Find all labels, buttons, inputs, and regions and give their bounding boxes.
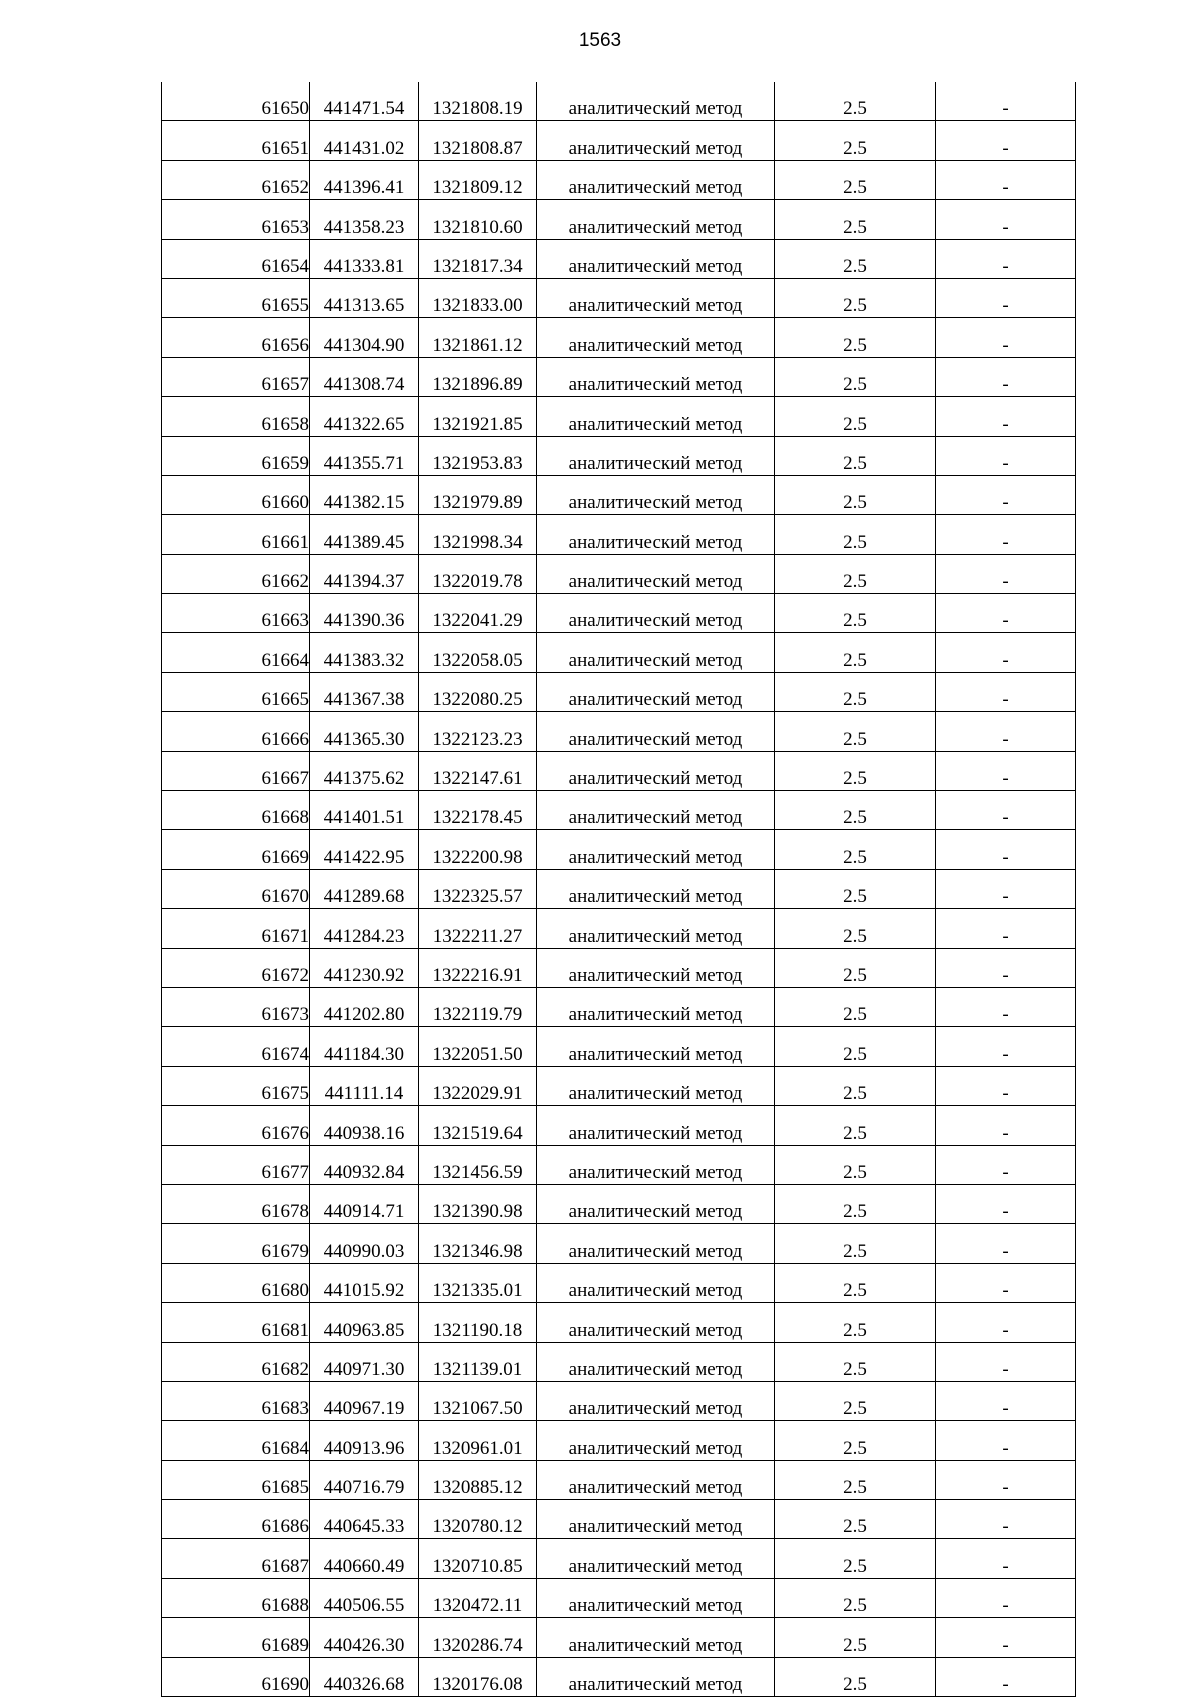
accuracy-cell: 2.5 bbox=[775, 357, 936, 396]
note-cell: - bbox=[936, 436, 1076, 475]
method-cell: аналитический метод bbox=[537, 712, 775, 751]
method-cell: аналитический метод bbox=[537, 1184, 775, 1223]
x-coordinate-cell: 441333.81 bbox=[310, 239, 419, 278]
table-row bbox=[162, 1066, 1076, 1105]
accuracy-cell: 2.5 bbox=[775, 1106, 936, 1145]
method-cell: аналитический метод bbox=[537, 830, 775, 869]
accuracy-cell: 2.5 bbox=[775, 200, 936, 239]
y-coordinate-cell: 1321808.87 bbox=[419, 121, 537, 160]
note-cell: - bbox=[936, 1303, 1076, 1342]
method-cell: аналитический метод bbox=[537, 515, 775, 554]
table-row bbox=[162, 1145, 1076, 1184]
table-row bbox=[162, 1184, 1076, 1223]
accuracy-cell: 2.5 bbox=[775, 633, 936, 672]
point-number-cell: 61678 bbox=[162, 1184, 310, 1223]
y-coordinate-cell: 1321833.00 bbox=[419, 278, 537, 317]
x-coordinate-cell: 441015.92 bbox=[310, 1263, 419, 1302]
x-coordinate-cell: 441401.51 bbox=[310, 791, 419, 830]
note-cell: - bbox=[936, 1184, 1076, 1223]
method-cell: аналитический метод bbox=[537, 357, 775, 396]
y-coordinate-cell: 1322211.27 bbox=[419, 909, 537, 948]
x-coordinate-cell: 440326.68 bbox=[310, 1657, 419, 1696]
accuracy-cell: 2.5 bbox=[775, 830, 936, 869]
accuracy-cell: 2.5 bbox=[775, 1460, 936, 1499]
method-cell: аналитический метод bbox=[537, 987, 775, 1026]
note-cell: - bbox=[936, 909, 1076, 948]
point-number-cell: 61682 bbox=[162, 1342, 310, 1381]
table-row bbox=[162, 1578, 1076, 1617]
table-row bbox=[162, 830, 1076, 869]
method-cell: аналитический метод bbox=[537, 554, 775, 593]
x-coordinate-cell: 441355.71 bbox=[310, 436, 419, 475]
method-cell: аналитический метод bbox=[537, 594, 775, 633]
x-coordinate-cell: 441289.68 bbox=[310, 869, 419, 908]
note-cell: - bbox=[936, 1027, 1076, 1066]
accuracy-cell: 2.5 bbox=[775, 318, 936, 357]
y-coordinate-cell: 1322123.23 bbox=[419, 712, 537, 751]
y-coordinate-cell: 1322041.29 bbox=[419, 594, 537, 633]
table-row bbox=[162, 200, 1076, 239]
accuracy-cell: 2.5 bbox=[775, 1027, 936, 1066]
method-cell: аналитический метод bbox=[537, 672, 775, 711]
note-cell: - bbox=[936, 948, 1076, 987]
note-cell: - bbox=[936, 712, 1076, 751]
y-coordinate-cell: 1322051.50 bbox=[419, 1027, 537, 1066]
accuracy-cell: 2.5 bbox=[775, 869, 936, 908]
y-coordinate-cell: 1321139.01 bbox=[419, 1342, 537, 1381]
point-number-cell: 61653 bbox=[162, 200, 310, 239]
table-row bbox=[162, 397, 1076, 436]
accuracy-cell: 2.5 bbox=[775, 672, 936, 711]
x-coordinate-cell: 441396.41 bbox=[310, 160, 419, 199]
accuracy-cell: 2.5 bbox=[775, 515, 936, 554]
accuracy-cell: 2.5 bbox=[775, 948, 936, 987]
x-coordinate-cell: 440990.03 bbox=[310, 1224, 419, 1263]
point-number-cell: 61658 bbox=[162, 397, 310, 436]
page-number: 1563 bbox=[578, 30, 622, 51]
table-row bbox=[162, 1657, 1076, 1696]
point-number-cell: 61651 bbox=[162, 121, 310, 160]
y-coordinate-cell: 1321808.19 bbox=[419, 82, 537, 121]
y-coordinate-cell: 1320472.11 bbox=[419, 1578, 537, 1617]
note-cell: - bbox=[936, 397, 1076, 436]
point-number-cell: 61659 bbox=[162, 436, 310, 475]
method-cell: аналитический метод bbox=[537, 200, 775, 239]
x-coordinate-cell: 441367.38 bbox=[310, 672, 419, 711]
table-row bbox=[162, 357, 1076, 396]
note-cell: - bbox=[936, 318, 1076, 357]
point-number-cell: 61661 bbox=[162, 515, 310, 554]
note-cell: - bbox=[936, 830, 1076, 869]
y-coordinate-cell: 1320286.74 bbox=[419, 1618, 537, 1657]
point-number-cell: 61686 bbox=[162, 1500, 310, 1539]
accuracy-cell: 2.5 bbox=[775, 1500, 936, 1539]
point-number-cell: 61673 bbox=[162, 987, 310, 1026]
accuracy-cell: 2.5 bbox=[775, 436, 936, 475]
point-number-cell: 61689 bbox=[162, 1618, 310, 1657]
note-cell: - bbox=[936, 515, 1076, 554]
x-coordinate-cell: 440506.55 bbox=[310, 1578, 419, 1617]
table-row bbox=[162, 869, 1076, 908]
note-cell: - bbox=[936, 1145, 1076, 1184]
method-cell: аналитический метод bbox=[537, 1618, 775, 1657]
x-coordinate-cell: 441389.45 bbox=[310, 515, 419, 554]
accuracy-cell: 2.5 bbox=[775, 712, 936, 751]
table-row bbox=[162, 1381, 1076, 1420]
accuracy-cell: 2.5 bbox=[775, 82, 936, 121]
note-cell: - bbox=[936, 751, 1076, 790]
x-coordinate-cell: 441111.14 bbox=[310, 1066, 419, 1105]
accuracy-cell: 2.5 bbox=[775, 1657, 936, 1696]
point-number-cell: 61663 bbox=[162, 594, 310, 633]
y-coordinate-cell: 1321809.12 bbox=[419, 160, 537, 199]
point-number-cell: 61683 bbox=[162, 1381, 310, 1420]
method-cell: аналитический метод bbox=[537, 278, 775, 317]
x-coordinate-cell: 440963.85 bbox=[310, 1303, 419, 1342]
note-cell: - bbox=[936, 160, 1076, 199]
point-number-cell: 61690 bbox=[162, 1657, 310, 1696]
note-cell: - bbox=[936, 672, 1076, 711]
note-cell: - bbox=[936, 633, 1076, 672]
accuracy-cell: 2.5 bbox=[775, 1263, 936, 1302]
accuracy-cell: 2.5 bbox=[775, 1303, 936, 1342]
point-number-cell: 61676 bbox=[162, 1106, 310, 1145]
y-coordinate-cell: 1321190.18 bbox=[419, 1303, 537, 1342]
accuracy-cell: 2.5 bbox=[775, 1342, 936, 1381]
point-number-cell: 61667 bbox=[162, 751, 310, 790]
point-number-cell: 61688 bbox=[162, 1578, 310, 1617]
note-cell: - bbox=[936, 1618, 1076, 1657]
accuracy-cell: 2.5 bbox=[775, 397, 936, 436]
y-coordinate-cell: 1321861.12 bbox=[419, 318, 537, 357]
method-cell: аналитический метод bbox=[537, 633, 775, 672]
x-coordinate-cell: 441322.65 bbox=[310, 397, 419, 436]
point-number-cell: 61681 bbox=[162, 1303, 310, 1342]
point-number-cell: 61666 bbox=[162, 712, 310, 751]
accuracy-cell: 2.5 bbox=[775, 1224, 936, 1263]
x-coordinate-cell: 441422.95 bbox=[310, 830, 419, 869]
method-cell: аналитический метод bbox=[537, 1145, 775, 1184]
y-coordinate-cell: 1322029.91 bbox=[419, 1066, 537, 1105]
note-cell: - bbox=[936, 1500, 1076, 1539]
table-row bbox=[162, 475, 1076, 514]
note-cell: - bbox=[936, 1460, 1076, 1499]
y-coordinate-cell: 1321335.01 bbox=[419, 1263, 537, 1302]
accuracy-cell: 2.5 bbox=[775, 1066, 936, 1105]
x-coordinate-cell: 440645.33 bbox=[310, 1500, 419, 1539]
method-cell: аналитический метод bbox=[537, 1460, 775, 1499]
point-number-cell: 61680 bbox=[162, 1263, 310, 1302]
x-coordinate-cell: 441394.37 bbox=[310, 554, 419, 593]
coordinates-table bbox=[161, 82, 1076, 1697]
table-row bbox=[162, 1618, 1076, 1657]
point-number-cell: 61687 bbox=[162, 1539, 310, 1578]
method-cell: аналитический метод bbox=[537, 1106, 775, 1145]
note-cell: - bbox=[936, 278, 1076, 317]
note-cell: - bbox=[936, 1657, 1076, 1696]
point-number-cell: 61685 bbox=[162, 1460, 310, 1499]
table-row bbox=[162, 909, 1076, 948]
method-cell: аналитический метод bbox=[537, 1303, 775, 1342]
x-coordinate-cell: 440914.71 bbox=[310, 1184, 419, 1223]
method-cell: аналитический метод bbox=[537, 239, 775, 278]
note-cell: - bbox=[936, 1106, 1076, 1145]
note-cell: - bbox=[936, 791, 1076, 830]
x-coordinate-cell: 441284.23 bbox=[310, 909, 419, 948]
point-number-cell: 61650 bbox=[162, 82, 310, 121]
table-row bbox=[162, 948, 1076, 987]
x-coordinate-cell: 441308.74 bbox=[310, 357, 419, 396]
point-number-cell: 61677 bbox=[162, 1145, 310, 1184]
method-cell: аналитический метод bbox=[537, 1066, 775, 1105]
note-cell: - bbox=[936, 1578, 1076, 1617]
point-number-cell: 61665 bbox=[162, 672, 310, 711]
point-number-cell: 61671 bbox=[162, 909, 310, 948]
point-number-cell: 61656 bbox=[162, 318, 310, 357]
x-coordinate-cell: 441365.30 bbox=[310, 712, 419, 751]
note-cell: - bbox=[936, 200, 1076, 239]
note-cell: - bbox=[936, 1342, 1076, 1381]
table-row bbox=[162, 436, 1076, 475]
x-coordinate-cell: 441202.80 bbox=[310, 987, 419, 1026]
table-row bbox=[162, 1303, 1076, 1342]
point-number-cell: 61670 bbox=[162, 869, 310, 908]
y-coordinate-cell: 1321810.60 bbox=[419, 200, 537, 239]
y-coordinate-cell: 1321067.50 bbox=[419, 1381, 537, 1420]
accuracy-cell: 2.5 bbox=[775, 594, 936, 633]
accuracy-cell: 2.5 bbox=[775, 554, 936, 593]
accuracy-cell: 2.5 bbox=[775, 1145, 936, 1184]
y-coordinate-cell: 1321896.89 bbox=[419, 357, 537, 396]
y-coordinate-cell: 1320885.12 bbox=[419, 1460, 537, 1499]
x-coordinate-cell: 440938.16 bbox=[310, 1106, 419, 1145]
table-row bbox=[162, 1263, 1076, 1302]
method-cell: аналитический метод bbox=[537, 318, 775, 357]
note-cell: - bbox=[936, 869, 1076, 908]
x-coordinate-cell: 441382.15 bbox=[310, 475, 419, 514]
note-cell: - bbox=[936, 239, 1076, 278]
table-row bbox=[162, 239, 1076, 278]
table-row bbox=[162, 1027, 1076, 1066]
y-coordinate-cell: 1320780.12 bbox=[419, 1500, 537, 1539]
method-cell: аналитический метод bbox=[537, 948, 775, 987]
x-coordinate-cell: 440426.30 bbox=[310, 1618, 419, 1657]
point-number-cell: 61664 bbox=[162, 633, 310, 672]
y-coordinate-cell: 1321390.98 bbox=[419, 1184, 537, 1223]
point-number-cell: 61674 bbox=[162, 1027, 310, 1066]
method-cell: аналитический метод bbox=[537, 1027, 775, 1066]
method-cell: аналитический метод bbox=[537, 1657, 775, 1696]
y-coordinate-cell: 1321953.83 bbox=[419, 436, 537, 475]
y-coordinate-cell: 1320961.01 bbox=[419, 1421, 537, 1460]
method-cell: аналитический метод bbox=[537, 1381, 775, 1420]
y-coordinate-cell: 1322019.78 bbox=[419, 554, 537, 593]
accuracy-cell: 2.5 bbox=[775, 239, 936, 278]
accuracy-cell: 2.5 bbox=[775, 1421, 936, 1460]
note-cell: - bbox=[936, 1263, 1076, 1302]
accuracy-cell: 2.5 bbox=[775, 475, 936, 514]
x-coordinate-cell: 440967.19 bbox=[310, 1381, 419, 1420]
table-row bbox=[162, 1539, 1076, 1578]
x-coordinate-cell: 440716.79 bbox=[310, 1460, 419, 1499]
method-cell: аналитический метод bbox=[537, 1342, 775, 1381]
point-number-cell: 61652 bbox=[162, 160, 310, 199]
accuracy-cell: 2.5 bbox=[775, 160, 936, 199]
point-number-cell: 61672 bbox=[162, 948, 310, 987]
x-coordinate-cell: 441431.02 bbox=[310, 121, 419, 160]
method-cell: аналитический метод bbox=[537, 1263, 775, 1302]
x-coordinate-cell: 441390.36 bbox=[310, 594, 419, 633]
x-coordinate-cell: 441313.65 bbox=[310, 278, 419, 317]
accuracy-cell: 2.5 bbox=[775, 121, 936, 160]
method-cell: аналитический метод bbox=[537, 1421, 775, 1460]
accuracy-cell: 2.5 bbox=[775, 987, 936, 1026]
point-number-cell: 61654 bbox=[162, 239, 310, 278]
table-row bbox=[162, 987, 1076, 1026]
y-coordinate-cell: 1322216.91 bbox=[419, 948, 537, 987]
method-cell: аналитический метод bbox=[537, 160, 775, 199]
x-coordinate-cell: 441358.23 bbox=[310, 200, 419, 239]
y-coordinate-cell: 1321456.59 bbox=[419, 1145, 537, 1184]
table-row bbox=[162, 633, 1076, 672]
method-cell: аналитический метод bbox=[537, 1500, 775, 1539]
point-number-cell: 61679 bbox=[162, 1224, 310, 1263]
y-coordinate-cell: 1322058.05 bbox=[419, 633, 537, 672]
x-coordinate-cell: 441375.62 bbox=[310, 751, 419, 790]
note-cell: - bbox=[936, 1224, 1076, 1263]
note-cell: - bbox=[936, 1421, 1076, 1460]
y-coordinate-cell: 1320176.08 bbox=[419, 1657, 537, 1696]
y-coordinate-cell: 1322325.57 bbox=[419, 869, 537, 908]
accuracy-cell: 2.5 bbox=[775, 1184, 936, 1223]
y-coordinate-cell: 1321998.34 bbox=[419, 515, 537, 554]
y-coordinate-cell: 1321346.98 bbox=[419, 1224, 537, 1263]
accuracy-cell: 2.5 bbox=[775, 909, 936, 948]
y-coordinate-cell: 1322147.61 bbox=[419, 751, 537, 790]
table-row bbox=[162, 1421, 1076, 1460]
accuracy-cell: 2.5 bbox=[775, 1539, 936, 1578]
table-row bbox=[162, 1460, 1076, 1499]
point-number-cell: 61662 bbox=[162, 554, 310, 593]
table-row bbox=[162, 121, 1076, 160]
method-cell: аналитический метод bbox=[537, 751, 775, 790]
accuracy-cell: 2.5 bbox=[775, 1618, 936, 1657]
table-row bbox=[162, 791, 1076, 830]
point-number-cell: 61668 bbox=[162, 791, 310, 830]
x-coordinate-cell: 440913.96 bbox=[310, 1421, 419, 1460]
point-number-cell: 61655 bbox=[162, 278, 310, 317]
x-coordinate-cell: 441230.92 bbox=[310, 948, 419, 987]
table-row bbox=[162, 515, 1076, 554]
note-cell: - bbox=[936, 357, 1076, 396]
y-coordinate-cell: 1321979.89 bbox=[419, 475, 537, 514]
note-cell: - bbox=[936, 121, 1076, 160]
y-coordinate-cell: 1322080.25 bbox=[419, 672, 537, 711]
accuracy-cell: 2.5 bbox=[775, 791, 936, 830]
x-coordinate-cell: 441304.90 bbox=[310, 318, 419, 357]
x-coordinate-cell: 441471.54 bbox=[310, 82, 419, 121]
y-coordinate-cell: 1322178.45 bbox=[419, 791, 537, 830]
method-cell: аналитический метод bbox=[537, 1224, 775, 1263]
method-cell: аналитический метод bbox=[537, 791, 775, 830]
note-cell: - bbox=[936, 82, 1076, 121]
table-row bbox=[162, 672, 1076, 711]
table-row bbox=[162, 1342, 1076, 1381]
table-row bbox=[162, 1500, 1076, 1539]
table-row bbox=[162, 278, 1076, 317]
x-coordinate-cell: 441383.32 bbox=[310, 633, 419, 672]
note-cell: - bbox=[936, 1066, 1076, 1105]
x-coordinate-cell: 440932.84 bbox=[310, 1145, 419, 1184]
y-coordinate-cell: 1321519.64 bbox=[419, 1106, 537, 1145]
note-cell: - bbox=[936, 554, 1076, 593]
accuracy-cell: 2.5 bbox=[775, 1381, 936, 1420]
x-coordinate-cell: 440971.30 bbox=[310, 1342, 419, 1381]
note-cell: - bbox=[936, 1381, 1076, 1420]
method-cell: аналитический метод bbox=[537, 869, 775, 908]
table-row bbox=[162, 82, 1076, 121]
table-row bbox=[162, 712, 1076, 751]
table-row bbox=[162, 1106, 1076, 1145]
method-cell: аналитический метод bbox=[537, 1539, 775, 1578]
table-row bbox=[162, 594, 1076, 633]
table-row bbox=[162, 1224, 1076, 1263]
y-coordinate-cell: 1321921.85 bbox=[419, 397, 537, 436]
method-cell: аналитический метод bbox=[537, 397, 775, 436]
x-coordinate-cell: 441184.30 bbox=[310, 1027, 419, 1066]
y-coordinate-cell: 1322200.98 bbox=[419, 830, 537, 869]
note-cell: - bbox=[936, 987, 1076, 1026]
accuracy-cell: 2.5 bbox=[775, 1578, 936, 1617]
note-cell: - bbox=[936, 475, 1076, 514]
method-cell: аналитический метод bbox=[537, 436, 775, 475]
y-coordinate-cell: 1321817.34 bbox=[419, 239, 537, 278]
table-row bbox=[162, 160, 1076, 199]
method-cell: аналитический метод bbox=[537, 475, 775, 514]
point-number-cell: 61675 bbox=[162, 1066, 310, 1105]
table-row bbox=[162, 318, 1076, 357]
y-coordinate-cell: 1322119.79 bbox=[419, 987, 537, 1026]
accuracy-cell: 2.5 bbox=[775, 751, 936, 790]
table-row bbox=[162, 751, 1076, 790]
method-cell: аналитический метод bbox=[537, 121, 775, 160]
x-coordinate-cell: 440660.49 bbox=[310, 1539, 419, 1578]
method-cell: аналитический метод bbox=[537, 82, 775, 121]
note-cell: - bbox=[936, 1539, 1076, 1578]
y-coordinate-cell: 1320710.85 bbox=[419, 1539, 537, 1578]
table-body bbox=[162, 82, 1076, 1697]
point-number-cell: 61657 bbox=[162, 357, 310, 396]
accuracy-cell: 2.5 bbox=[775, 278, 936, 317]
method-cell: аналитический метод bbox=[537, 1578, 775, 1617]
point-number-cell: 61660 bbox=[162, 475, 310, 514]
method-cell: аналитический метод bbox=[537, 909, 775, 948]
table-row bbox=[162, 554, 1076, 593]
note-cell: - bbox=[936, 594, 1076, 633]
point-number-cell: 61669 bbox=[162, 830, 310, 869]
point-number-cell: 61684 bbox=[162, 1421, 310, 1460]
